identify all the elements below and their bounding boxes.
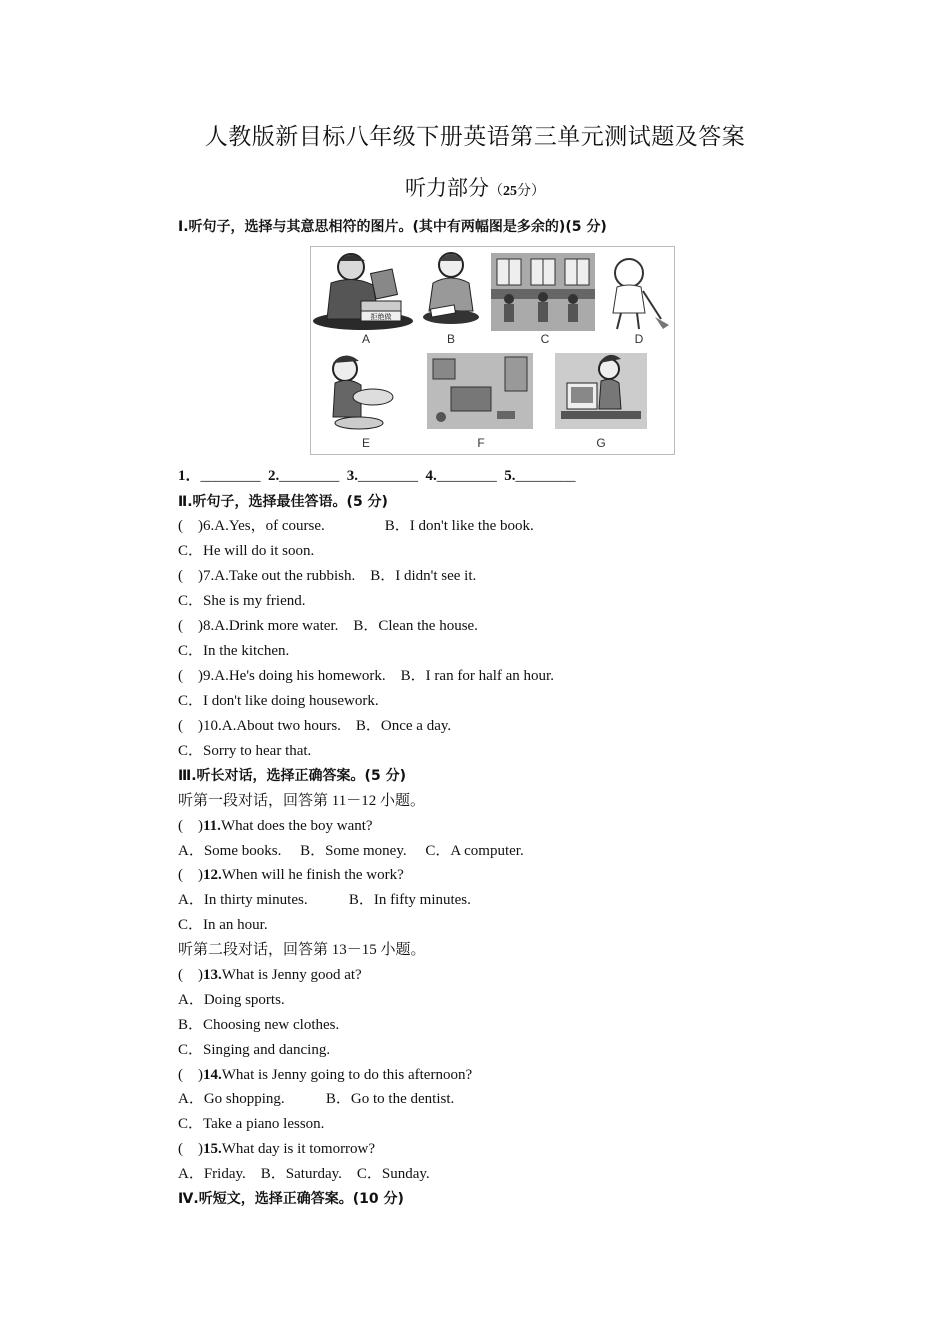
picture-label-d: D: [634, 332, 644, 346]
section-1-answer-line: 1．________ 2.________ 3.________ 4.________ 5.________: [178, 468, 576, 484]
section-1-heading: Ⅰ.听句子，选择与其意思相符的图片。(其中有两幅图是多余的)(5 分): [178, 219, 607, 235]
question-line: C．Sorry to hear that.: [178, 743, 312, 759]
picture-label-c: C: [540, 332, 550, 346]
picture-label-g: G: [596, 436, 606, 450]
picture-label-e: E: [361, 436, 371, 450]
picture-label-b: B: [446, 332, 456, 346]
question-15: ( )15.What day is it tomorrow?: [178, 1141, 376, 1157]
question-13: ( )13.What is Jenny good at?: [178, 967, 362, 983]
picture-e: [333, 355, 393, 450]
question-13-option-a: A．Doing sports.: [178, 992, 285, 1008]
listening-part-heading: [0, 172, 950, 202]
question-15-options: A．Friday. B．Saturday. C．Sunday.: [178, 1166, 430, 1182]
question-14-options: A．Go shopping. B．Go to the dentist.: [178, 1091, 455, 1107]
question-line: ( )8.A.Drink more water. B．Clean the house.: [178, 618, 478, 634]
picture-label-f: F: [477, 436, 485, 450]
question-11-options: A．Some books. B．Some money. C．A computer.: [178, 843, 524, 859]
picture-f: [427, 353, 533, 450]
question-14-option-c: C．Take a piano lesson.: [178, 1116, 325, 1132]
section-4-heading: Ⅳ.听短文，选择正确答案。(10 分): [178, 1191, 404, 1207]
section-2-heading: Ⅱ.听句子，选择最佳答语。(5 分): [178, 494, 388, 510]
question-line: ( )6.A.Yes，of course. B．I don't like the book.: [178, 518, 534, 534]
question-line: ( )9.A.He's doing his homework. B．I ran for half an hour.: [178, 668, 554, 684]
listening-part-label: 听力部分: [405, 176, 489, 200]
question-line: ( )10.A.About two hours. B．Once a day.: [178, 718, 452, 734]
question-11: ( )11.What does the boy want?: [178, 818, 373, 834]
section-1-picture-grid: [310, 246, 675, 455]
question-14: ( )14.What is Jenny going to do this afternoon?: [178, 1067, 473, 1083]
question-line: C．In the kitchen.: [178, 643, 290, 659]
picture-label-a: A: [361, 332, 371, 346]
document-title: 人教版新目标八年级下册英语第三单元测试题及答案: [204, 124, 746, 149]
dialogue-2-intro: 听第二段对话，回答第 13－15 小题。: [178, 942, 426, 958]
question-line: C．She is my friend.: [178, 593, 306, 609]
picture-a: [313, 254, 413, 346]
question-line: C．He will do it soon.: [178, 543, 315, 559]
picture-b: [423, 253, 479, 346]
picture-g: [555, 353, 647, 450]
question-13-option-b: B．Choosing new clothes.: [178, 1017, 340, 1033]
question-12: ( )12.When will he finish the work?: [178, 867, 404, 883]
section-3-heading: Ⅲ.听长对话，选择正确答案。(5 分): [178, 768, 406, 784]
question-line: ( )7.A.Take out the rubbish. B．I didn't see it.: [178, 568, 477, 584]
picture-d: [613, 259, 669, 346]
question-12-option-c: C．In an hour.: [178, 917, 268, 933]
picture-a-sign-text: 拒绝做: [370, 313, 392, 321]
picture-c: [491, 253, 595, 346]
question-13-option-c: C．Singing and dancing.: [178, 1042, 331, 1058]
listening-part-score: （25分）: [489, 184, 545, 199]
question-12-options: A．In thirty minutes. B．In fifty minutes.: [178, 892, 471, 908]
dialogue-1-intro: 听第一段对话，回答第 11－12 小题。: [178, 793, 425, 809]
question-line: C．I don't like doing housework.: [178, 693, 379, 709]
